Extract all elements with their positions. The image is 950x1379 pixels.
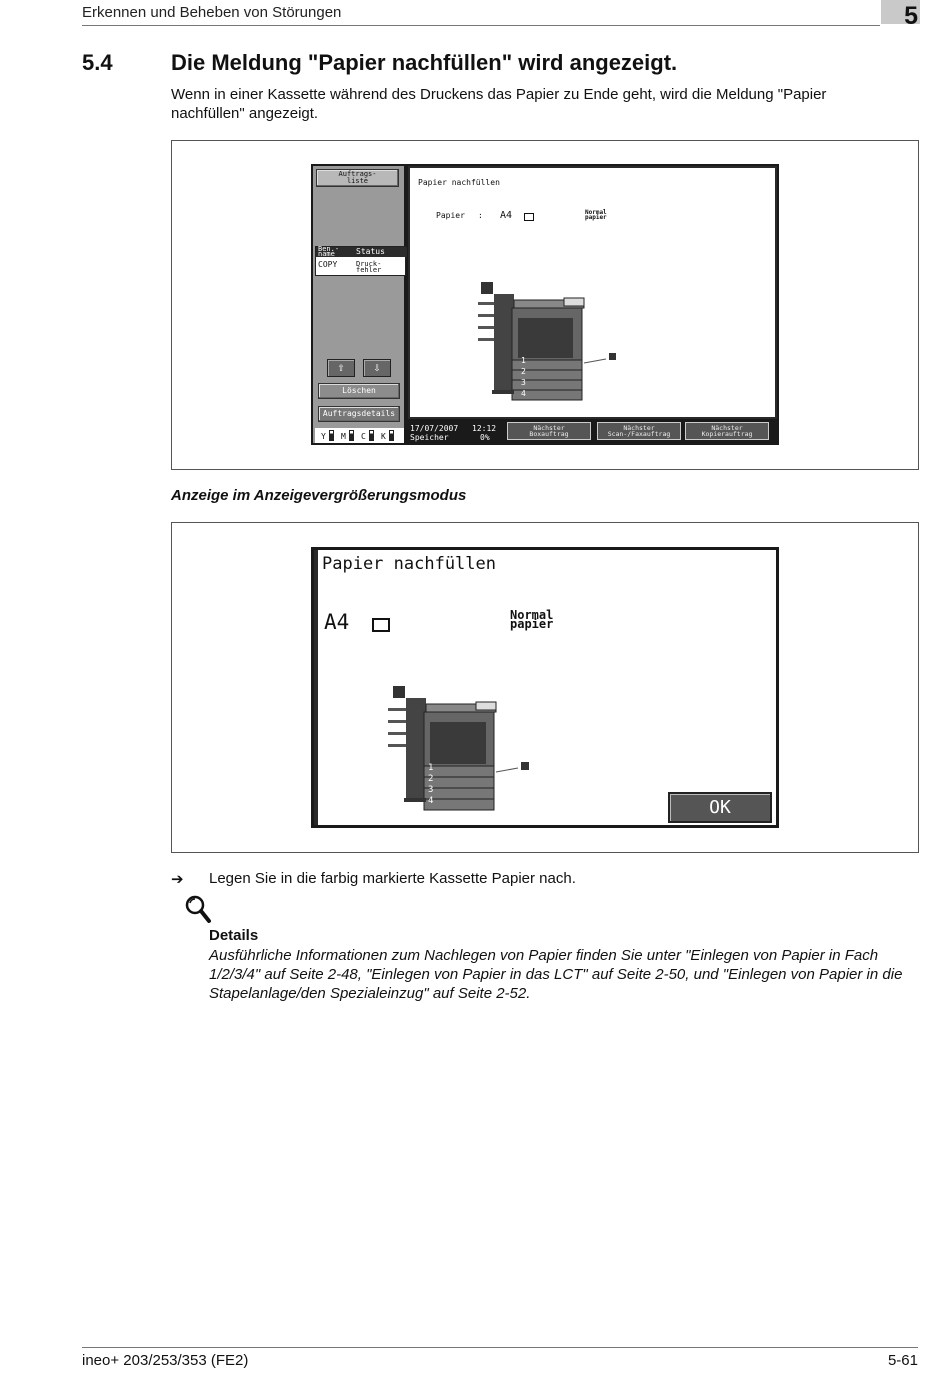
scroll-up-button[interactable]: ⇧ — [327, 359, 355, 377]
step-arrow: ➔ — [171, 871, 184, 888]
message-title: Papier nachfüllen — [418, 178, 500, 187]
scroll-down-button[interactable]: ⇩ — [363, 359, 391, 377]
time-display: 12:12 — [472, 424, 497, 433]
paper-label: Papier — [436, 211, 465, 220]
date-display: 17/07/2007 — [410, 424, 459, 433]
control-panel-screen — [311, 164, 779, 445]
toner-m-bar — [349, 430, 354, 441]
magnifier-icon — [184, 894, 212, 924]
footer-rule — [82, 1347, 918, 1348]
portrait-paper-icon — [524, 213, 534, 221]
tray-label-3: 3 — [521, 378, 526, 387]
figure-caption: Anzeige im Anzeigevergrößerungsmodus — [171, 487, 467, 504]
enlarged-paper-type: Normal papier — [510, 608, 554, 631]
enlarged-tray-label-1: 1 — [428, 763, 434, 773]
toner-y-label: Y — [321, 432, 326, 441]
next-scan-fax-job-button[interactable]: Nächster Scan-/Faxauftrag — [597, 422, 681, 440]
paper-type: Normal papier — [585, 209, 607, 221]
intro-paragraph: Wenn in einer Kassette während des Druckens das Papier zu Ende geht, wird die Meldung "Papier nachfüllen" angezeigt. — [171, 86, 827, 122]
job-details-button[interactable]: Auftragsdetails — [318, 406, 400, 422]
enlarged-message-title: Papier nachfüllen — [322, 554, 496, 574]
enlarged-tray-label-4: 4 — [428, 796, 434, 806]
footer-page-number: 5-61 — [887, 1352, 918, 1369]
enlarged-tray-label-2: 2 — [428, 774, 434, 784]
toner-y-bar — [329, 430, 334, 441]
figure-enlarged-screen — [171, 522, 919, 853]
toner-c-label: C — [361, 432, 366, 441]
details-text: Ausführliche Informationen zum Nachlegen von Papier finden Sie unter "Einlegen von Papier in Fach 1/2/3/4" auf Seite 2-48, "Einlegen von Papier in das LCT" auf Seite 2-50, und "Einlegen von Papier in die Stapelanlage/den Spezialeinzug" auf Seite 2-52. — [209, 947, 903, 1002]
details-heading: Details — [209, 927, 259, 944]
paper-size: A4 — [500, 210, 513, 221]
enlarged-tray-label-3: 3 — [428, 785, 434, 795]
step-instruction: Legen Sie in die farbig markierte Kassette Papier nach. — [209, 870, 576, 887]
ok-button[interactable]: OK — [668, 792, 772, 823]
toner-m-label: M — [341, 432, 346, 441]
enlarged-control-panel-screen — [311, 547, 779, 828]
running-header: Erkennen und Beheben von Störungen — [82, 4, 342, 21]
message-area — [408, 166, 777, 419]
table-cell-status[interactable]: Druck- fehler — [356, 260, 382, 274]
job-list-panel — [313, 166, 404, 443]
delete-button[interactable]: Löschen — [318, 383, 400, 399]
section-title: Die Meldung "Papier nachfüllen" wird angezeigt. — [171, 50, 678, 75]
chapter-number-badge: 5 — [881, 0, 920, 24]
header-rule — [82, 25, 880, 26]
table-header-name: Ben.- name — [316, 247, 354, 257]
tray-label-1: 1 — [521, 356, 526, 365]
toner-levels — [315, 428, 404, 443]
tray-label-2: 2 — [521, 367, 526, 376]
footer-model: ineo+ 203/253/353 (FE2) — [82, 1352, 249, 1369]
enlarged-paper-size: A4 — [324, 610, 350, 634]
memory-value: 0% — [480, 433, 490, 442]
copier-illustration — [474, 280, 634, 404]
enlarged-message-area — [314, 550, 776, 825]
tray-label-4: 4 — [521, 389, 526, 398]
figure-standard-screen — [171, 140, 919, 470]
next-box-job-button[interactable]: Nächster Boxauftrag — [507, 422, 591, 440]
status-bar — [408, 421, 500, 443]
job-table — [315, 246, 406, 276]
toner-k-bar — [389, 430, 394, 441]
toner-k-label: K — [381, 432, 386, 441]
section-number: 5.4 — [82, 50, 113, 75]
job-list-button[interactable]: Auftrags- liste — [316, 169, 399, 187]
memory-label: Speicher — [410, 433, 449, 442]
table-header-status: Status — [354, 247, 407, 257]
paper-separator: : — [478, 211, 483, 220]
enlarged-portrait-paper-icon — [372, 618, 390, 632]
enlarged-copier-illustration — [384, 682, 544, 812]
toner-c-bar — [369, 430, 374, 441]
table-cell-name[interactable]: COPY — [318, 260, 338, 269]
next-copy-job-button[interactable]: Nächster Kopierauftrag — [685, 422, 769, 440]
